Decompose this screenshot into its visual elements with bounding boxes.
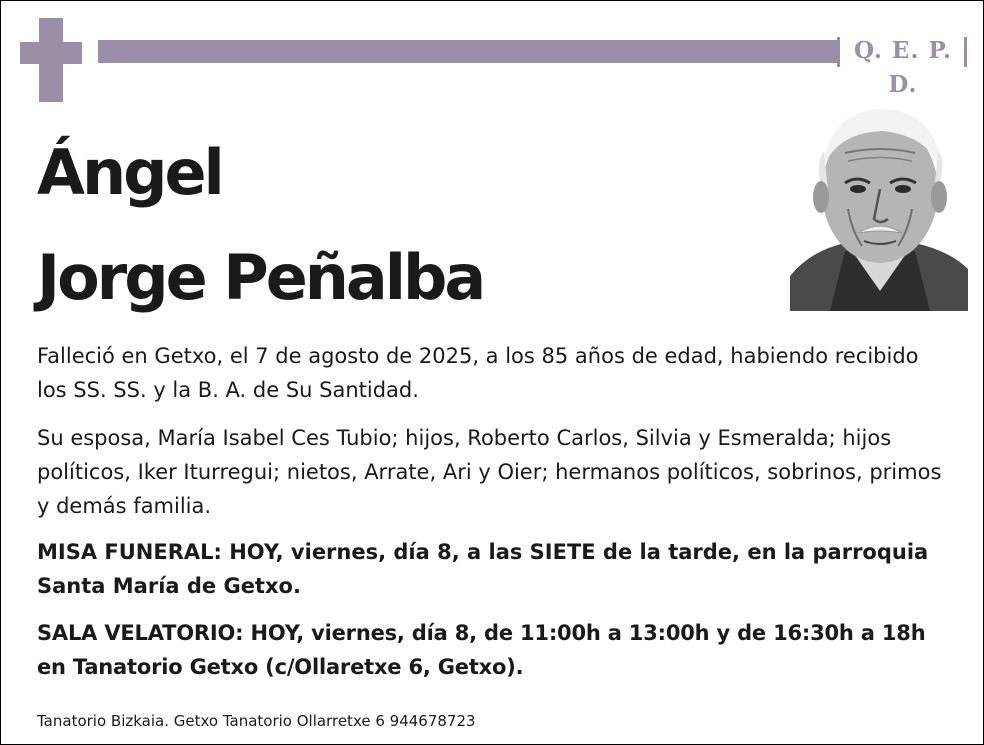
qepd-label: Q. E. P. D.	[854, 37, 952, 98]
footer-funeral-home: Tanatorio Bizkaia. Getxo Tanatorio Ollarretxe 6 944678723	[37, 712, 476, 730]
header-bar	[98, 40, 838, 63]
deceased-photo	[790, 101, 968, 311]
deceased-surnames: Jorge Peñalba	[37, 241, 484, 314]
death-announcement: Falleció en Getxo, el 7 de agosto de 2025, a los 85 años de edad, habiendo recibido los SS. SS. y la B. A. de Su Santidad.	[37, 344, 919, 402]
portrait-image	[790, 101, 968, 311]
family-list: Su esposa, María Isabel Ces Tubio; hijos, Roberto Carlos, Silvia y Esmeralda; hijos políticos, Iker Iturregui; nietos, Arrate, Ari y Oier; hermanos políticos, sobrinos, primos y demás familia.	[37, 426, 942, 518]
wake-room-info: SALA VELATORIO: HOY, viernes, día 8, de 11:00h a 13:00h y de 16:30h a 18h en Tanatorio Getxo (c/Ollaretxe 6, Getxo).	[37, 621, 926, 679]
deceased-first-name: Ángel	[37, 136, 222, 209]
funeral-mass-info: MISA FUNERAL: HOY, viernes, día 8, a las SIETE de la tarde, en la parroquia Santa María de Getxo.	[37, 540, 929, 598]
cross-horizontal	[20, 42, 82, 64]
